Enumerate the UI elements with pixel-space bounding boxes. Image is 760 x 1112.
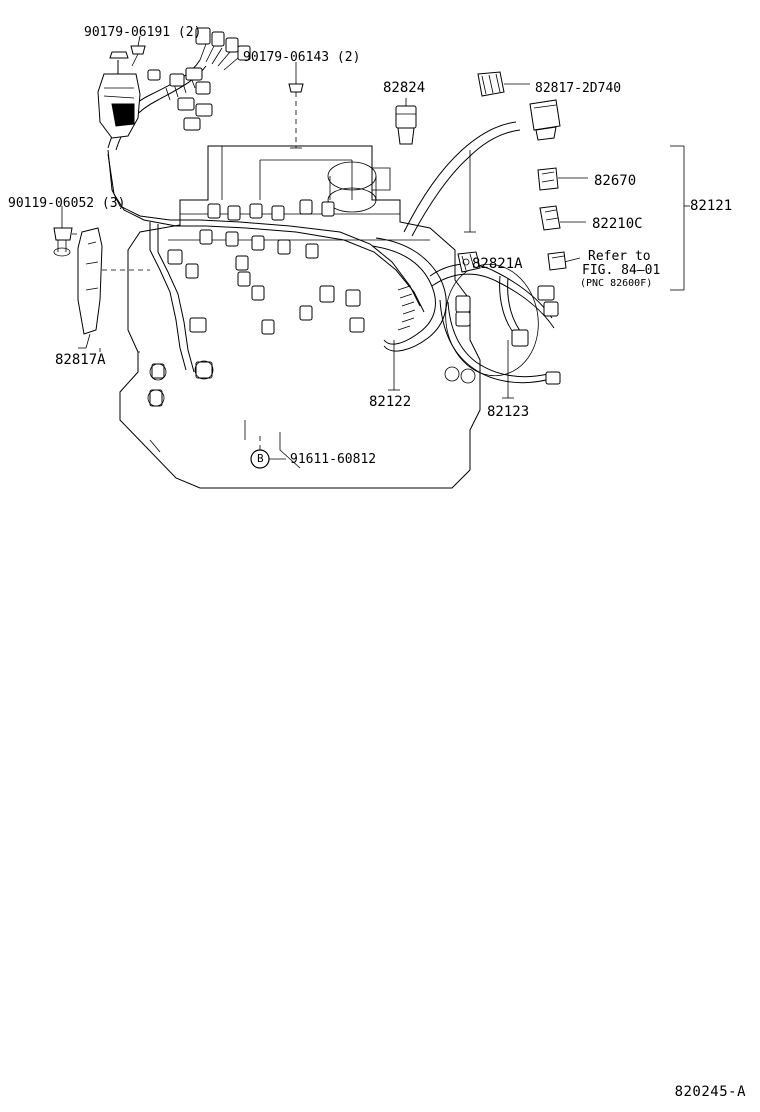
label-82817A: 82817A [55, 352, 106, 368]
label-82121: 82121 [690, 198, 733, 214]
relay-connector-right [530, 100, 560, 140]
label-90179-06143: 90179-06143 (2) [243, 50, 361, 65]
label-82821A: 82821A [472, 256, 523, 272]
connector-82817-2D740 [478, 72, 530, 96]
clamp-82210C [540, 206, 586, 230]
clamp-82670 [538, 168, 588, 190]
junction-block-82824-left [98, 52, 140, 138]
bracket-82817A [54, 206, 150, 348]
label-82123: 82123 [487, 404, 530, 420]
bolt-marker-letter: B [257, 452, 264, 465]
bolt-90119-06052 [54, 206, 72, 256]
label-82210C: 82210C [592, 216, 643, 232]
connector-82824 [396, 98, 416, 144]
label-82670: 82670 [594, 173, 637, 189]
label-refer-to: Refer to [588, 249, 651, 264]
label-90179-06191: 90179-06191 (2) [84, 25, 202, 40]
label-82122: 82122 [369, 394, 412, 410]
label-91611-60812: 91611-60812 [290, 452, 377, 467]
label-fig-84-01: FIG. 84–01 [582, 263, 661, 278]
label-pnc-82600f: (PNC 82600F) [580, 278, 653, 289]
label-leaders [100, 348, 394, 392]
connector-bank [148, 28, 250, 130]
label-82817-2D740: 82817-2D740 [535, 81, 622, 96]
corrugated-tube-center [398, 286, 415, 330]
harness-82122 [372, 72, 560, 390]
figure-code: 820245-A [674, 1084, 746, 1100]
label-82824: 82824 [383, 80, 426, 96]
label-90119-06052: 90119-06052 (3) [8, 196, 126, 211]
